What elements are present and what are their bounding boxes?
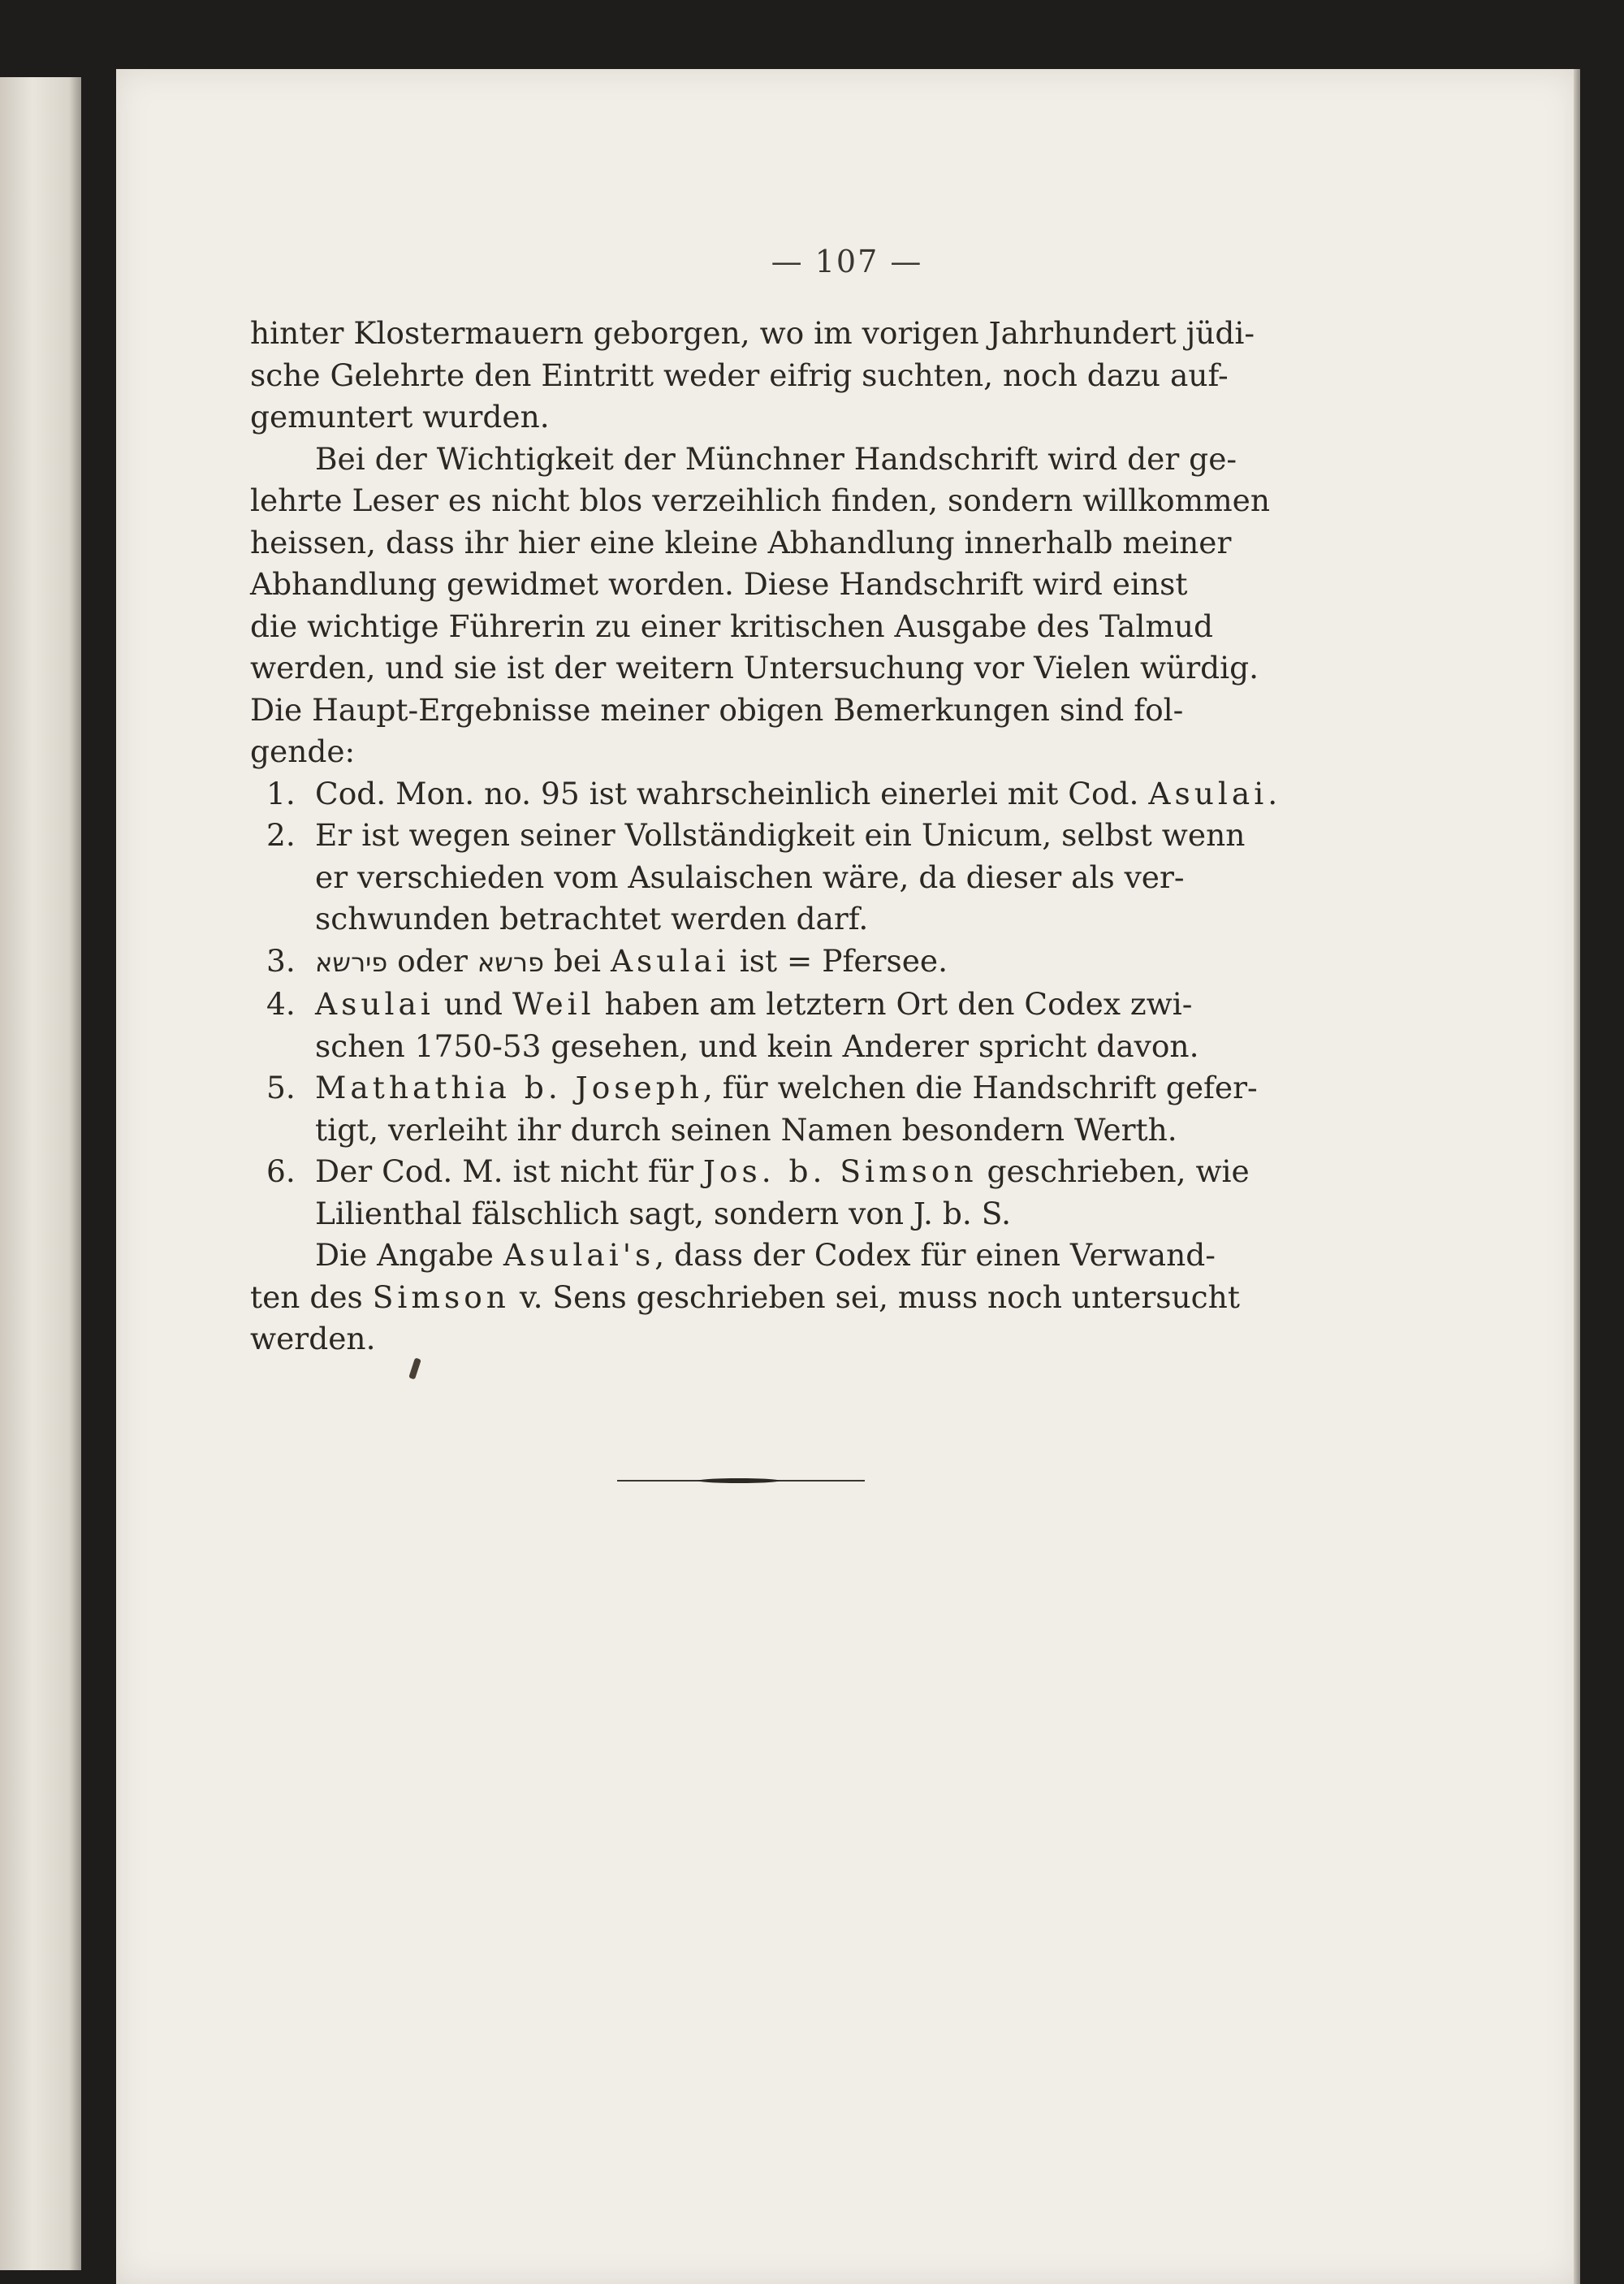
text-fragment: Asulai's (503, 1237, 655, 1273)
list-item-continuation: Lilienthal fälschlich sagt, sondern von J. b. S. (315, 1195, 1012, 1231)
list-item-text: ist = Pfersee. (729, 942, 948, 979)
list-item-number: 5. (266, 1070, 296, 1105)
list-item-continuation: schen 1750-53 gesehen, und kein Anderer spricht davon. (315, 1027, 1199, 1064)
end-rule-divider (617, 1480, 865, 1482)
list-item-continuation: er verschieden vom Asulaischen wäre, da dieser als ver- (315, 859, 1185, 895)
text-line: hinter Klostermauern geborgen, wo im vorigen Jahrhundert jüdi- (250, 315, 1255, 351)
list-item-number: 3. (266, 942, 296, 979)
text-line: gemuntert wurden. (250, 399, 550, 435)
text-fragment: v. Sens geschrieben sei, muss noch untersucht (509, 1278, 1240, 1315)
page-number: — 107 — (771, 244, 923, 279)
list-item-text: Asulai. (1148, 775, 1282, 811)
list-item-text: Mathathia b. Joseph (315, 1070, 703, 1105)
list-item-text: geschrieben, wie (977, 1153, 1250, 1189)
text-line: werden. (250, 1321, 376, 1356)
hebrew-word: פרשא (477, 946, 544, 978)
text-fragment: , dass der Codex für einen Verwand- (654, 1237, 1216, 1273)
text-fragment: Die Angabe (315, 1237, 503, 1273)
list-item-number: 2. (266, 817, 296, 853)
list-item-text: Asulai (315, 986, 434, 1022)
body-text (250, 313, 1367, 1360)
text-line: Abhandlung gewidmet worden. Diese Handschrift wird einst (250, 566, 1188, 602)
text-line: Bei der Wichtigkeit der Münchner Handschrift wird der ge- (315, 440, 1237, 477)
list-item-text: Weil (512, 986, 595, 1022)
list-item-number: 6. (266, 1153, 296, 1189)
text-line: gende: (250, 733, 356, 769)
text-fragment: ten des (250, 1278, 373, 1315)
list-item-text: Der Cod. M. ist nicht für (315, 1153, 703, 1189)
text-line: lehrte Leser es nicht blos verzeihlich finden, sondern willkommen (250, 482, 1271, 518)
list-item-text: oder (387, 942, 477, 979)
list-item-number: 4. (266, 986, 296, 1022)
list-item (250, 984, 1367, 1026)
list-item-text: und (434, 986, 512, 1022)
list-item-text: Jos. b. Simson (702, 1153, 978, 1189)
list-item (250, 815, 1367, 857)
list-item-continuation: schwunden betrachtet werden darf. (315, 901, 869, 937)
text-line: heissen, dass ihr hier eine kleine Abhandlung innerhalb meiner (250, 524, 1232, 560)
list-item-text: haben am letztern Ort den Codex zwi- (594, 986, 1193, 1022)
list-item-continuation: tigt, verleiht ihr durch seinen Namen besondern Werth. (315, 1111, 1177, 1148)
text-line: werden, und sie ist der weitern Untersuchung vor Vielen würdig. (250, 650, 1259, 686)
list-item-text: Er ist wegen seiner Vollständigkeit ein Unicum, selbst wenn (315, 817, 1246, 853)
list-item-text: Cod. Mon. no. 95 ist wahrscheinlich einerlei mit Cod. (315, 775, 1149, 811)
list-item-text: bei (543, 942, 611, 979)
hebrew-word: פירשא (315, 946, 388, 978)
text-line: sche Gelehrte den Eintritt weder eifrig suchten, noch dazu auf- (250, 357, 1229, 393)
list-item (250, 773, 1367, 815)
book-page (116, 69, 1578, 2284)
text-fragment: Simson (372, 1278, 510, 1315)
list-item (250, 1151, 1367, 1193)
text-line: die wichtige Führerin zu einer kritischen Ausgabe des Talmud (250, 608, 1214, 644)
list-item-text: Asulai (610, 942, 730, 979)
text-line (250, 1235, 1367, 1277)
list-item (250, 941, 1367, 984)
text-line: Die Haupt-Ergebnisse meiner obigen Bemerkungen sind fol- (250, 691, 1184, 728)
text-line (250, 1277, 1367, 1319)
list-item-number: 1. (266, 775, 296, 811)
previous-page-edge (0, 77, 81, 2270)
page-edge-shadow (1574, 69, 1580, 2284)
list-item-text: , für welchen die Handschrift gefer- (702, 1070, 1258, 1105)
list-item (250, 1067, 1367, 1110)
